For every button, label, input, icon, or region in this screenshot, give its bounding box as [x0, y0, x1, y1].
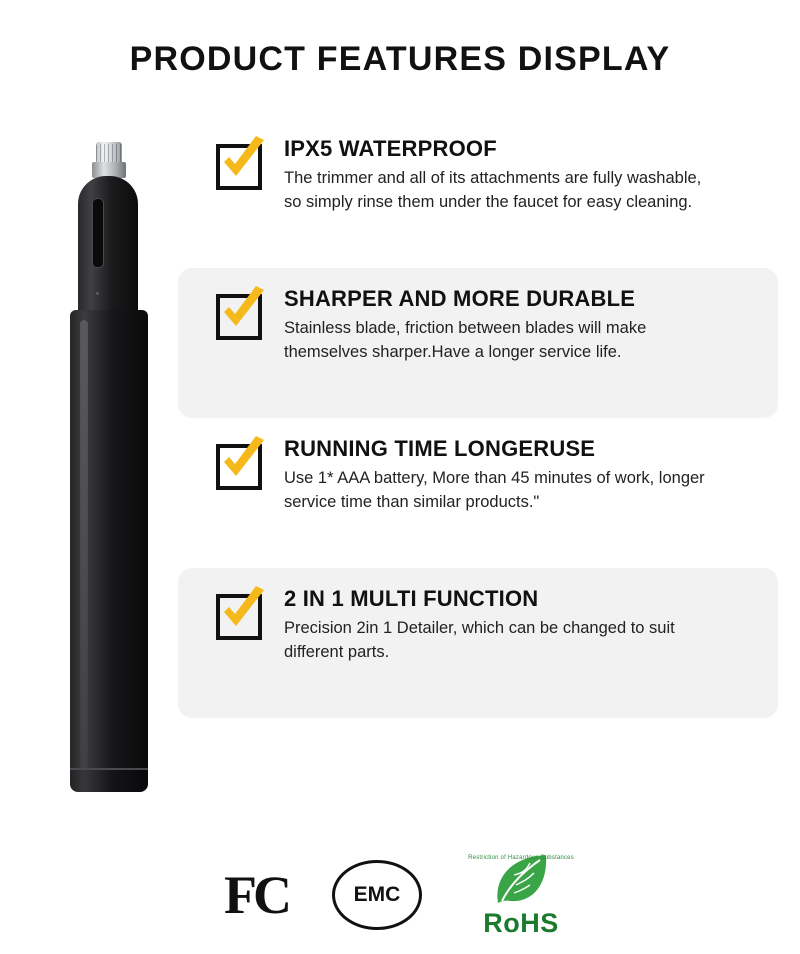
feature-body: The trimmer and all of its attachments are fully washable, so simply rinse them under the faucet for easy cleaning.	[284, 169, 702, 212]
feature-heading: RUNNING TIME LONGERUSE	[284, 436, 596, 461]
checkbox-checked-icon	[216, 594, 262, 640]
rohs-subtitle: Restriction of Hazardous Substances	[468, 855, 574, 861]
feature-heading: 2 IN 1 MULTI FUNCTION	[284, 586, 539, 611]
feature-item	[178, 418, 778, 568]
checkbox-checked-icon	[216, 294, 262, 340]
certification-logos	[0, 840, 800, 950]
feature-text	[284, 586, 756, 665]
rohs-icon	[466, 849, 576, 941]
emc-icon: EMC	[332, 860, 422, 930]
page-title: PRODUCT FEATURES DISPLAY	[129, 40, 671, 78]
feature-text	[284, 436, 756, 515]
trimmer-blade-slot	[92, 198, 104, 268]
trimmer-bottom-cap	[70, 770, 148, 792]
trimmer-tip-ridges	[96, 144, 122, 162]
checkbox-checked-icon	[216, 144, 262, 190]
checkbox-checked-icon	[216, 444, 262, 490]
trimmer-head	[78, 176, 138, 326]
fcc-icon: FC	[224, 865, 288, 925]
feature-body: Use 1* AAA battery, More than 45 minutes of work, longer service time than similar products."	[284, 469, 705, 512]
feature-text	[284, 286, 756, 365]
feature-body: Stainless blade, friction between blades will make themselves sharper.Have a longer service life.	[284, 319, 647, 362]
feature-heading: SHARPER AND MORE DURABLE	[284, 286, 636, 311]
trimmer-body-highlight	[80, 320, 88, 770]
feature-item	[178, 268, 778, 418]
trimmer-indicator-dot	[96, 292, 99, 295]
feature-text	[284, 136, 756, 215]
product-image	[30, 120, 170, 820]
feature-item	[178, 118, 778, 268]
rohs-label: RoHS	[483, 908, 559, 938]
feature-body: Precision 2in 1 Detailer, which can be changed to suit different parts.	[284, 619, 675, 662]
feature-list	[178, 118, 778, 718]
feature-item	[178, 568, 778, 718]
feature-heading: IPX5 WATERPROOF	[284, 136, 497, 161]
